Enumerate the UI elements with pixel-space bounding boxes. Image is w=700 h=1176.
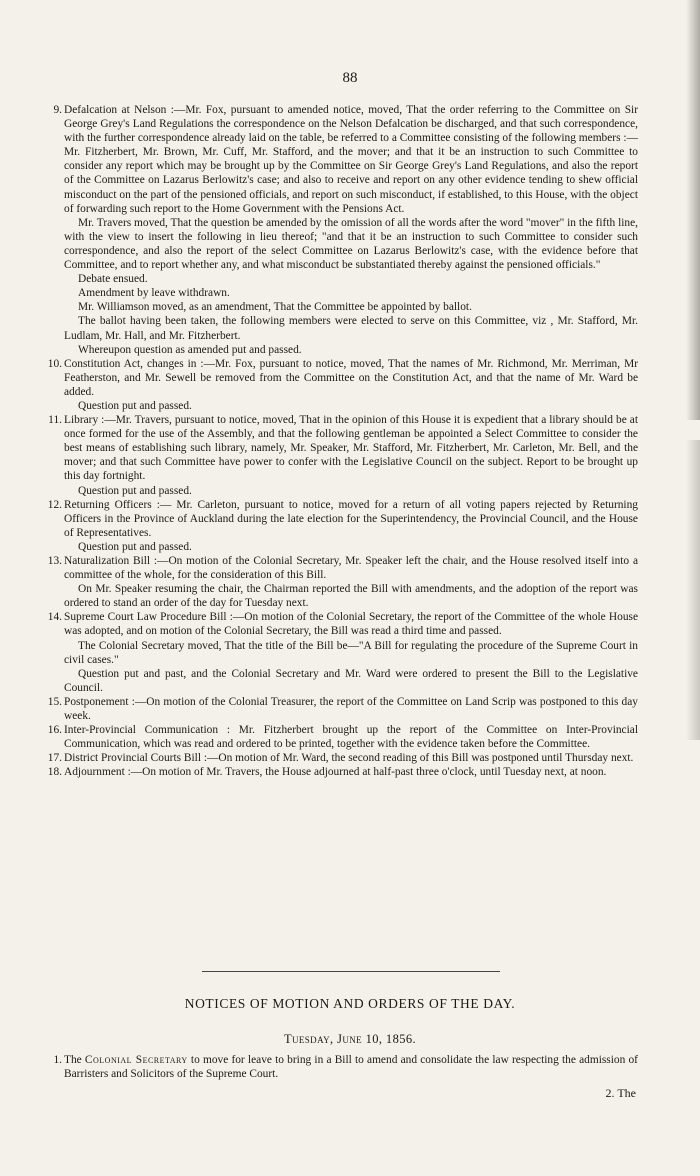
entry-number: 15. (47, 695, 62, 708)
entry-paragraph: Question put and passed. (78, 399, 192, 412)
entry-text: Inter-Provincial Communication : Mr. Fitzherbert brought up the report of the Committee on Inter-Provincial Communication, which was read and ordered to be printed, together with the evidence taken before the Committee. (64, 724, 638, 751)
entry-number: 11. (48, 414, 62, 427)
entry-paragraph: Mr. Travers moved, That the question be amended by the omission of all the words after the word "mover" in the fifth line, with the view to insert the following in lieu thereof; "and that it be an instruction to such Committee to consider such correspondence, and also the report of the select Committee on Lazarus Berlowitz's case, with the evidence before that Committee, and to report whether any, and what misconduct be substantiated thereby against the pensioned officials." (64, 216, 638, 272)
proceeding-entry (46, 357, 638, 413)
entry-text: Adjournment :—On motion of Mr. Travers, the House adjourned at half-past three o'clock, until Tuesday next, at noon. (64, 766, 607, 779)
entry-number: 14. (47, 611, 62, 624)
notice-number: 1. (53, 1054, 62, 1066)
entry-number: 18. (47, 766, 62, 779)
page-edge-shadow-lower (686, 440, 700, 740)
page-edge-shadow (686, 0, 700, 420)
notice-text: to move for leave to bring in a Bill to amend and consolidate the law respecting the admission of Barristers and Solicitors of the Supreme Court. (64, 1054, 638, 1081)
entry-paragraph: Question put and passed. (78, 540, 192, 553)
entry-number: 10. (47, 357, 62, 370)
notices-date: Tuesday, June 10, 1856. (283, 1032, 417, 1046)
notices-heading: NOTICES OF MOTION AND ORDERS OF THE DAY. (184, 996, 516, 1011)
entry-number: 9. (53, 104, 62, 116)
entry-text: Returning Officers :— Mr. Carleton, pursuant to notice, moved for a return of all voting papers rejected by Returning Officers in the Province of Auckland during the late election for the Superintendency, the Provincial Council, and the House of Representatives. (64, 498, 638, 539)
proceeding-entry (46, 695, 638, 723)
entry-text: Library :—Mr. Travers, pursuant to notice, moved, That in the opinion of this House it is expedient that a library should be at once formed for the use of the Assembly, and that the following gentleman be appointed a Select Committee to consider the best means of establishing such library, namely, Mr. Speaker, Mr. Stafford, Mr. Fitzherbert, Mr. Carleton, Mr. Bell, and the mover; and that such Committee have power to confer with the Legislative Council on the subject. Report to be brought up this day fortnight. (64, 414, 638, 483)
notice-prefix: The (64, 1054, 82, 1066)
proceeding-entry (46, 723, 638, 751)
entry-paragraph: Whereupon question as amended put and passed. (78, 343, 302, 356)
proceeding-entry (46, 610, 638, 695)
entry-number: 12. (47, 498, 62, 511)
entry-paragraph: Mr. Williamson moved, as an amendment, That the Committee be appointed by ballot. (78, 301, 472, 314)
proceeding-entry (46, 751, 638, 765)
entry-text: District Provincial Courts Bill :—On motion of Mr. Ward, the second reading of this Bill was postponed until Thursday next. (64, 752, 634, 765)
notice-office: Colonial Secretary (84, 1054, 188, 1066)
entry-text: Postponement :—On motion of the Colonial Treasurer, the report of the Committee on Land Scrip was postponed to this day week. (64, 695, 638, 723)
entry-paragraph: Question put and past, and the Colonial Secretary and Mr. Ward were ordered to present the Bill to the Legislative Council. (64, 667, 638, 694)
proceeding-entry (46, 498, 638, 554)
proceeding-entry (46, 103, 638, 357)
entry-text: Supreme Court Law Procedure Bill :—On motion of the Colonial Secretary, the report of the Committee of the whole House was adopted, and on motion of the Colonial Secretary, the Bill was read a third time and passed. (64, 611, 638, 638)
entry-text: Defalcation at Nelson :—Mr. Fox, pursuant to amended notice, moved, That the order referring to the Committee on Sir George Grey's Land Regulations the correspondence on the Nelson Defalcation be discharged, and that such correspondence, with the further correspondence already laid on the table, be referred to a Committee consisting of the following members :—Mr. Fitzherbert, Mr. Brown, Mr. Cuff, Mr. Stafford, and the mover; and that it be an instruction to such Committee to consider any report which may be brought up by the Committee on Sir George Grey's Land Regulations, and also the report of the Committee on Lazarus Berlowitz's case; and also to receive and report on any other evidence tending to shew official misconduct on the part of the pensioned officials, and report on such misconduct, if established, to this House, with the object of forwarding such report to the Home Government with the Pensions Act. (64, 104, 638, 215)
entry-paragraph: Amendment by leave withdrawn. (78, 287, 230, 300)
proceedings-entries (46, 103, 638, 780)
proceeding-entry (46, 413, 638, 498)
entry-text: Constitution Act, changes in :—Mr. Fox, pursuant to notice, moved, That the names of Mr. Richmond, Mr. Merriman, Mr Featherston, and Mr. Sewell be removed from the Committee on the Constitution Act, and that the name of Mr. Ward be added. (64, 357, 638, 398)
entry-number: 17. (47, 752, 62, 765)
entry-paragraph: Debate ensued. (78, 273, 148, 286)
entry-paragraph: The Colonial Secretary moved, That the title of the Bill be—"A Bill for regulating the procedure of the Supreme Court in civil cases." (64, 639, 638, 666)
proceeding-entry (46, 554, 638, 610)
entry-paragraph: On Mr. Speaker resuming the chair, the Chairman reported the Bill with amendments, and the adoption of the report was ordered to stand an order of the day for Tuesday next. (64, 583, 638, 610)
entry-paragraph: Question put and passed. (78, 484, 192, 497)
entry-paragraph: The ballot having been taken, the following members were elected to serve on this Committee, viz , Mr. Stafford, Mr. Ludlam, Mr. Hall, and Mr. Fitzherbert. (64, 315, 638, 342)
catchword: 2. The (605, 1086, 636, 1100)
entry-number: 13. (47, 555, 62, 567)
entry-number: 16. (47, 724, 62, 737)
proceeding-entry (46, 765, 638, 779)
section-divider (202, 971, 500, 972)
notice-item (46, 1053, 638, 1081)
entry-text: Naturalization Bill :—On motion of the Colonial Secretary, Mr. Speaker left the chair, and the House resolved itself into a committee of the whole, for the consideration of this Bill. (64, 555, 638, 582)
page-number: 88 (342, 70, 358, 86)
